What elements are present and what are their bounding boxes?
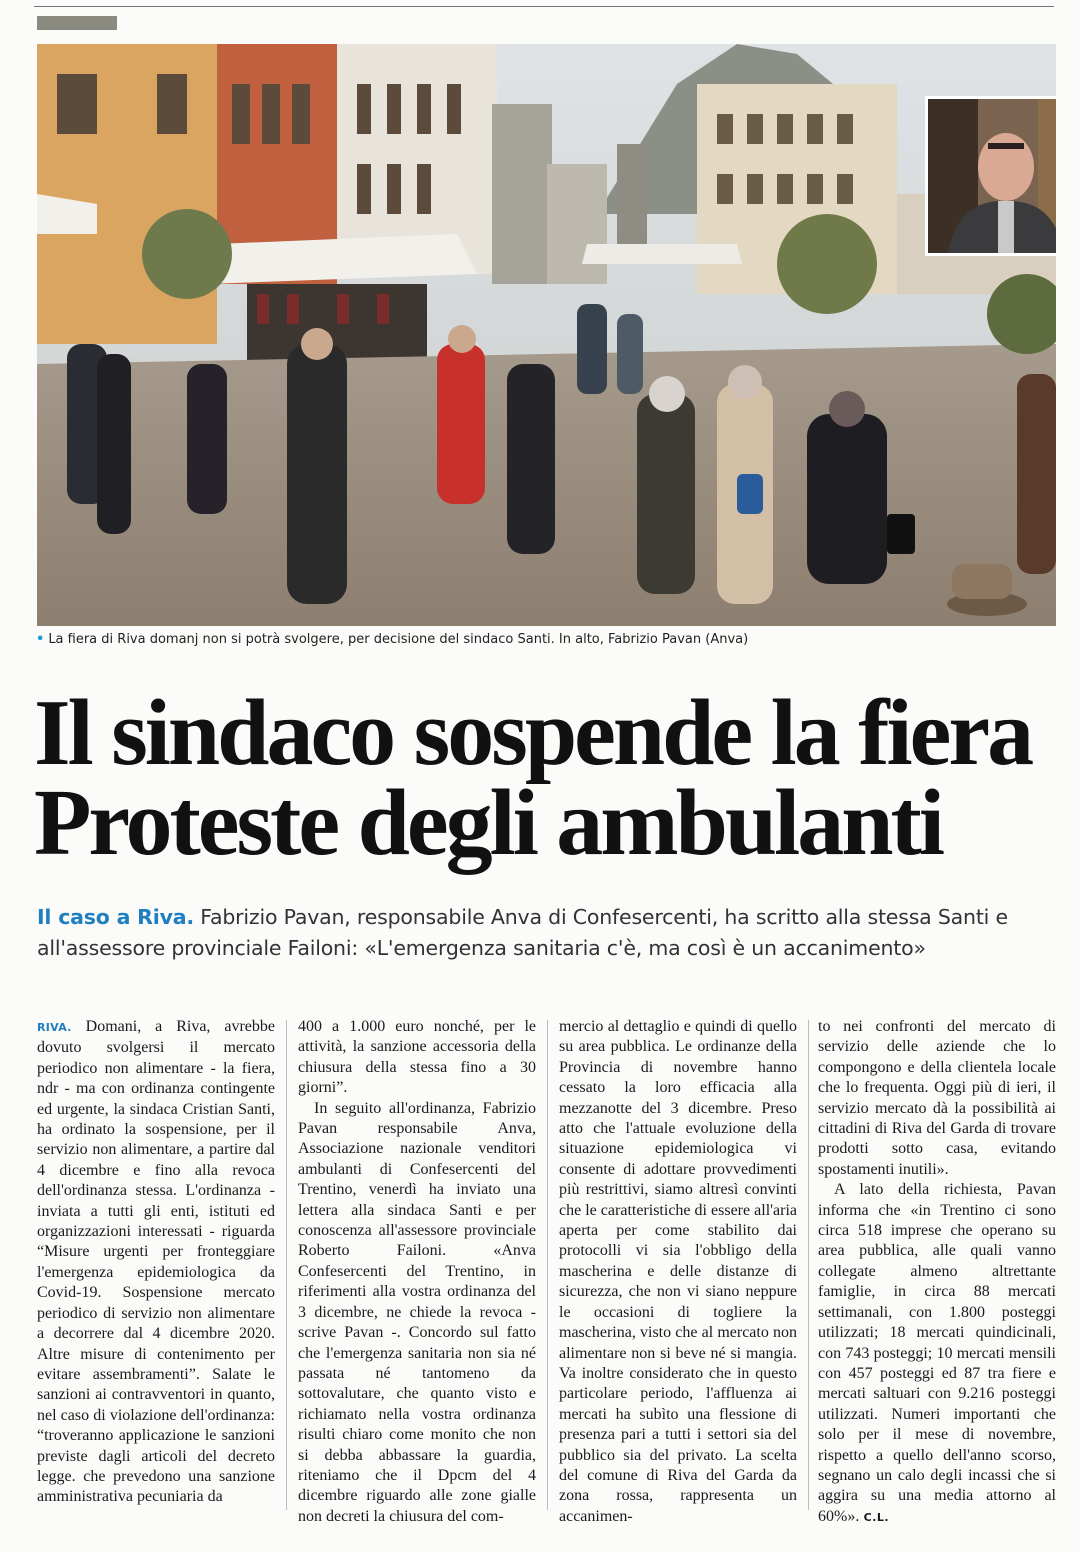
- headline: [34, 681, 1064, 875]
- column-divider: [808, 1020, 809, 1510]
- author-signature: C.L.: [859, 1510, 890, 1524]
- column-4-paragraph-1: to nei confronti del mercato di servizio delle aziende che lo compongono e della clientela locale che lo frequenta. Oggi più di ieri, il servizio mercato dà la possibilità ai cittadini di Riva del Garda di trovare prodotti sotto casa, evitando spostamenti inutili».: [818, 1018, 1056, 1178]
- column-2-paragraph-2: In seguito all'ordinanza, Fabrizio Pavan responsabile Anva, Associazione nazionale venditori ambulanti di Confesercenti del Trentino, venerdì ha inviato una lettera alla sindaca Santi e per conoscenza all'assessore provinciale Roberto Failoni. «Anva Confesercenti del Trentino, in riferimenti alla vostra ordinanza del 3 dicembre, ne chiede la revoca - scrive Pavan -. Concordo sul fatto che l'emergenza sanitaria non sia né passata né tantomeno da sottovalutare, che quanto visto e richiamato nella vostra ordinanza risulti chiaro come monito che non si debba abbassare la guardia, riteniamo che il Dpcm del 4 dicembre riguardo alle zone gialle non decreti la chiusura del com-: [298, 1099, 536, 1525]
- subhead-kicker: Il caso a Riva.: [37, 905, 194, 929]
- inset-portrait: [925, 96, 1056, 256]
- market-photo: [37, 44, 1056, 626]
- subhead-text: Fabrizio Pavan, responsabile Anva di Confesercenti, ha scritto alla stessa Santi e all'assessore provinciale Failoni: «L'emergenza sanitaria c'è, ma così è un accanimento»: [37, 905, 1008, 960]
- caption-text: La fiera di Riva domanj non si potrà svolgere, per decisione del sindaco Santi. In alto, Fabrizio Pavan (Anva): [48, 632, 749, 647]
- article-column-4: [818, 1017, 1056, 1528]
- column-divider: [286, 1020, 287, 1510]
- top-rule: [34, 6, 1054, 7]
- article-column-3: [559, 1017, 797, 1527]
- caption-bullet-icon: •: [36, 632, 45, 647]
- headline-line-2: Proteste degli ambulanti: [34, 771, 942, 875]
- section-tab: [37, 16, 117, 30]
- headline-line-1: Il sindaco sospende la fiera: [34, 681, 1032, 785]
- column-divider: [547, 1020, 548, 1510]
- column-1-text: Domani, a Riva, avrebbe dovuto svolgersi il mercato periodico non alimentare - la fiera, ndr - ma con ordinanza contingente ed urgente, la sindaca Cristian Santi, ha ordinato la sospensione, per il servizio non alimentare, a partire dal 4 dicembre e fino alla revoca dell'ordinanza stessa. L'ordinanza - inviata a tutti gli enti, istituti ed organizzazioni interessati - riguarda “Misure urgenti per fronteggiare l'emergenza epidemiologica da Covid-19. Sospensione mercato periodico di servizio non alimentare a decorrere dal 4 dicembre 2020. Altre misure di contenimento per evitare assembramenti”. Salate le sanzioni ai contravventori in quanto, nel caso di violazione dell'ordinanza: “troveranno applicazione le sanzioni previste dagli articoli del decreto legge. che prevedono una sanzione amministrativa pecuniaria da: [37, 1018, 275, 1506]
- column-4-paragraph-2: A lato della richiesta, Pavan informa che «in Trentino ci sono circa 518 imprese che operano su area pubblica, alle quali vanno collegate almeno altrettante famiglie, in circa 88 mercati settimanali, con 1.800 posteggi utilizzati; 18 mercati quindicinali, con 743 posteggi; 10 mercati mensili con 457 posteggi ed 87 tra fiere e mercati saltuari con 9.216 posteggi utilizzati. Numeri importanti che solo per il mese di novembre, rispetto a quello dell'anno scorso, segnano un calo degli incassi che si aggira su una media attorno al 60%».: [818, 1181, 1056, 1525]
- subheadline: [37, 902, 1057, 964]
- column-2-paragraph-1: 400 a 1.000 euro nonché, per le attività, la sanzione accessoria della chiusura della stessa fino a 30 giorni”.: [298, 1018, 536, 1097]
- dateline: RIVA.: [37, 1021, 72, 1034]
- column-3-text: mercio al dettaglio e quindi di quello su area pubblica. Le ordinanze della Provincia di novembre hanno cessato la loro efficacia alla mezzanotte del 3 dicembre. Preso atto che l'attuale evoluzione della situazione epidemiologica vi consente di adottare provvedimenti più restrittivi, siamo altresì convinti che le caratteristiche di essere all'aria aperta per come stabilito dai protocolli vi sia l'obbligo della mascherina e delle distanze di sicurezza, che non vi siano neppure le occasioni di togliere la mascherina, visto che al mercato non alimentare non si beve né si mangia. Va inoltre considerato che in questo particolare periodo, l'affluenza ai mercati ha subìto una flessione di presenza pari a tutti i settori sia del pubblico sia del privato. La scelta del comune di Riva del Garda da zona rossa, rappresenta un accanimen-: [559, 1018, 797, 1525]
- market-scene-illustration: [37, 44, 1056, 626]
- article-column-2: [298, 1017, 536, 1527]
- article-column-1: [37, 1017, 275, 1508]
- photo-caption: [36, 632, 1056, 647]
- portrait-illustration: [928, 99, 1056, 253]
